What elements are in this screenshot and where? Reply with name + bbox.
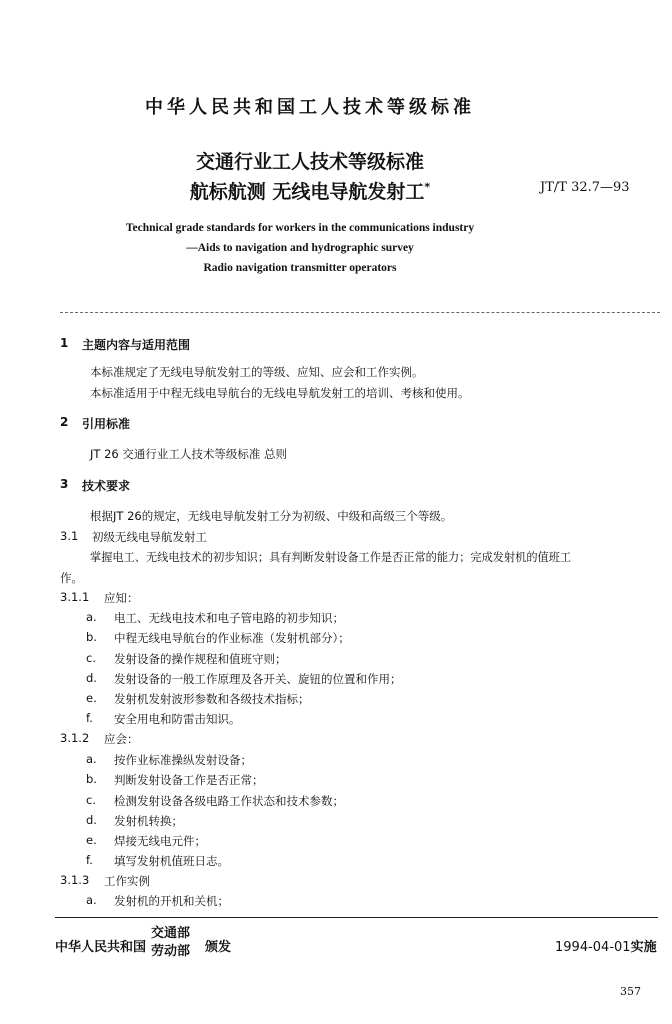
section-3-1-2-number: 3.1.2: [60, 731, 90, 745]
footer-divider: [55, 917, 658, 918]
section-1-number: 1: [60, 336, 69, 350]
issuer-prefix: 中华人民共和国: [55, 940, 147, 955]
english-title-line3: Radio navigation transmitter operators: [203, 262, 397, 274]
list-item: 填写发射机值班日志。: [114, 854, 229, 868]
section-1-title: 主题内容与适用范围: [82, 338, 191, 352]
section-1-paragraph-2: 本标准适用于中程无线电导航台的无线电导航发射工的培训、考核和使用。: [90, 386, 470, 400]
list-item-mark: d.: [86, 813, 97, 827]
list-item-mark: b.: [86, 772, 97, 786]
standard-code: JT/T 32.7—93: [540, 180, 630, 195]
title-footnote-mark: *: [424, 180, 431, 194]
section-3-1-3-number: 3.1.3: [60, 873, 90, 887]
list-item: 检测发射设备各级电路工作状态和技术参数；: [114, 794, 344, 808]
section-3-1-paragraph-cont: 作。: [60, 571, 83, 585]
list-item-mark: e.: [86, 691, 97, 705]
section-3-title: 技术要求: [82, 479, 131, 493]
list-item: 发射设备的一般工作原理及各开关、旋钮的位置和作用；: [114, 672, 402, 686]
list-item: 焊接无线电元件；: [114, 834, 206, 848]
standard-title-line1: 交通行业工人技术等级标准: [195, 151, 424, 173]
issuer-ministries: [151, 925, 190, 961]
list-item-mark: c.: [86, 793, 96, 807]
section-3-1-number: 3.1: [60, 529, 79, 543]
section-2-title: 引用标准: [82, 417, 131, 431]
list-item-mark: d.: [86, 671, 97, 685]
list-item-mark: e.: [86, 833, 97, 847]
list-item: 发射机转换；: [114, 814, 183, 828]
list-item-mark: f.: [86, 853, 93, 867]
list-item: 发射设备的操作规程和值班守则；: [114, 652, 287, 666]
section-3-1-1-number: 3.1.1: [60, 590, 90, 604]
issued-label: 颁发: [205, 940, 232, 955]
implementation-label: 实施: [630, 940, 657, 955]
list-item-mark: a.: [86, 752, 97, 766]
list-item: 按作业标准操纵发射设备；: [114, 753, 252, 767]
list-item-mark: b.: [86, 630, 97, 644]
section-1-paragraph-1: 本标准规定了无线电导航发射工的等级、应知、应会和工作实例。: [90, 365, 424, 379]
implementation-date-value: 1994-04-01: [555, 940, 631, 955]
national-standard-heading: 中华人民共和国工人技术等级标准: [145, 97, 475, 118]
section-3-number: 3: [60, 477, 69, 491]
section-3-1-paragraph: 掌握电工、无线电技术的初步知识；具有判断发射设备工作是否正常的能力；完成发射机的值班工: [90, 551, 572, 564]
issuer-ministry-labour: 劳动部: [151, 944, 191, 959]
header-divider: [60, 312, 660, 313]
list-item-mark: f.: [86, 711, 93, 725]
standard-title-text: 航标航测 无线电导航发射工: [189, 181, 425, 203]
section-2-number: 2: [60, 415, 69, 429]
list-item: 发射机的开机和关机；: [114, 894, 229, 908]
standard-title-line2: [0, 177, 620, 204]
section-3-paragraph: 根据JT 26的规定，无线电导航发射工分为初级、中级和高级三个等级。: [90, 509, 453, 523]
english-title-line2: —Aids to navigation and hydrographic survey: [186, 242, 414, 254]
section-2-reference: JT 26 交通行业工人技术等级标准 总则: [90, 447, 288, 461]
page-number: 357: [620, 985, 641, 998]
list-item-mark: c.: [86, 651, 96, 665]
english-title-line1: Technical grade standards for workers in the communications industry: [125, 222, 475, 234]
list-item-mark: a.: [86, 893, 97, 907]
list-item: 电工、无线电技术和电子管电路的初步知识；: [114, 611, 344, 625]
list-item: 中程无线电导航台的作业标准（发射机部分）；: [114, 631, 350, 645]
implementation-date: [555, 936, 657, 955]
section-3-1-title: 初级无线电导航发射工: [92, 530, 207, 544]
list-item: 发射机发射波形参数和各级技术指标；: [114, 692, 310, 706]
section-3-1-2-title: 应会：: [104, 732, 139, 746]
issuer-ministry-transport: 交通部: [151, 926, 191, 941]
list-item: 判断发射设备工作是否正常；: [114, 773, 264, 787]
list-item: 安全用电和防雷击知识。: [114, 712, 241, 726]
section-3-1-3-title: 工作实例: [104, 874, 150, 888]
list-item-mark: a.: [86, 610, 97, 624]
section-3-1-1-title: 应知：: [104, 591, 139, 605]
